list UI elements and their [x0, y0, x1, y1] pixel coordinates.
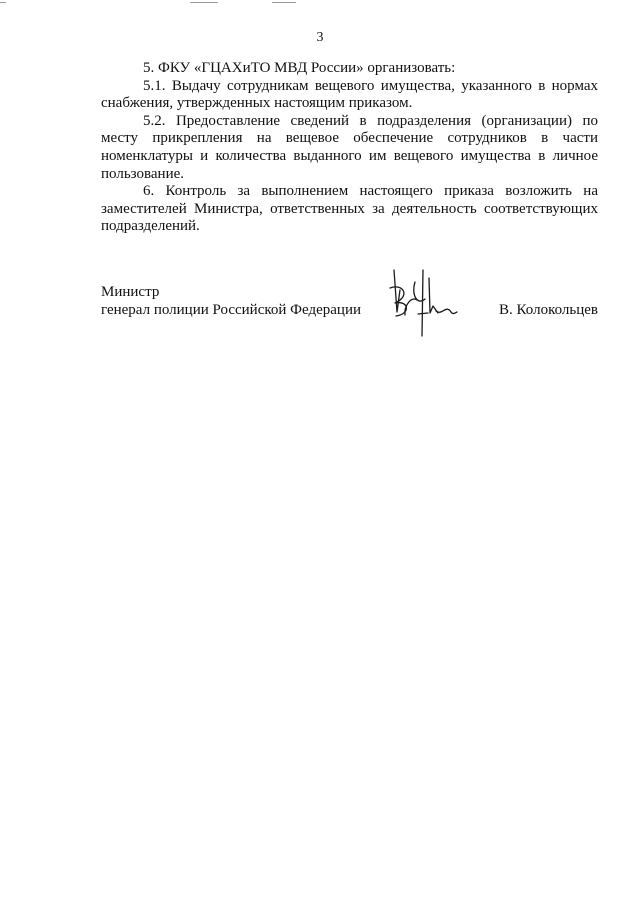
scan-mark — [0, 2, 6, 3]
scan-mark — [272, 2, 296, 3]
page-number: 3 — [316, 30, 324, 45]
paragraph-6: 6. Контроль за выполнением настоящего приказа возложить на заместителей Министра, ответственных за деятельность соответствующих подразделений. — [101, 183, 598, 235]
signatory-name: В. Колокольцев — [499, 301, 598, 318]
handwritten-signature — [381, 266, 461, 338]
signatory-rank: генерал полиции Российской Федерации — [101, 301, 362, 318]
signature-block — [101, 284, 598, 344]
paragraph-5-1: 5.1. Выдачу сотрудникам вещевого имущества, указанного в нормах снабжения, утвержденных настоящим приказом. — [101, 77, 598, 112]
paragraph-5-2: 5.2. Предоставление сведений в подразделения (организации) по месту прикрепления на вещевое обеспечение сотрудников в части номенклатуры и количества выданного им вещевого имущества в личное пользование. — [101, 112, 598, 182]
document-body — [101, 60, 598, 236]
signatory-title: Министр — [101, 284, 160, 300]
paragraph-5: 5. ФКУ «ГЦАХиТО МВД России» организовать: — [143, 60, 456, 76]
scan-mark — [190, 2, 218, 3]
scan-edge-marks — [0, 0, 640, 6]
